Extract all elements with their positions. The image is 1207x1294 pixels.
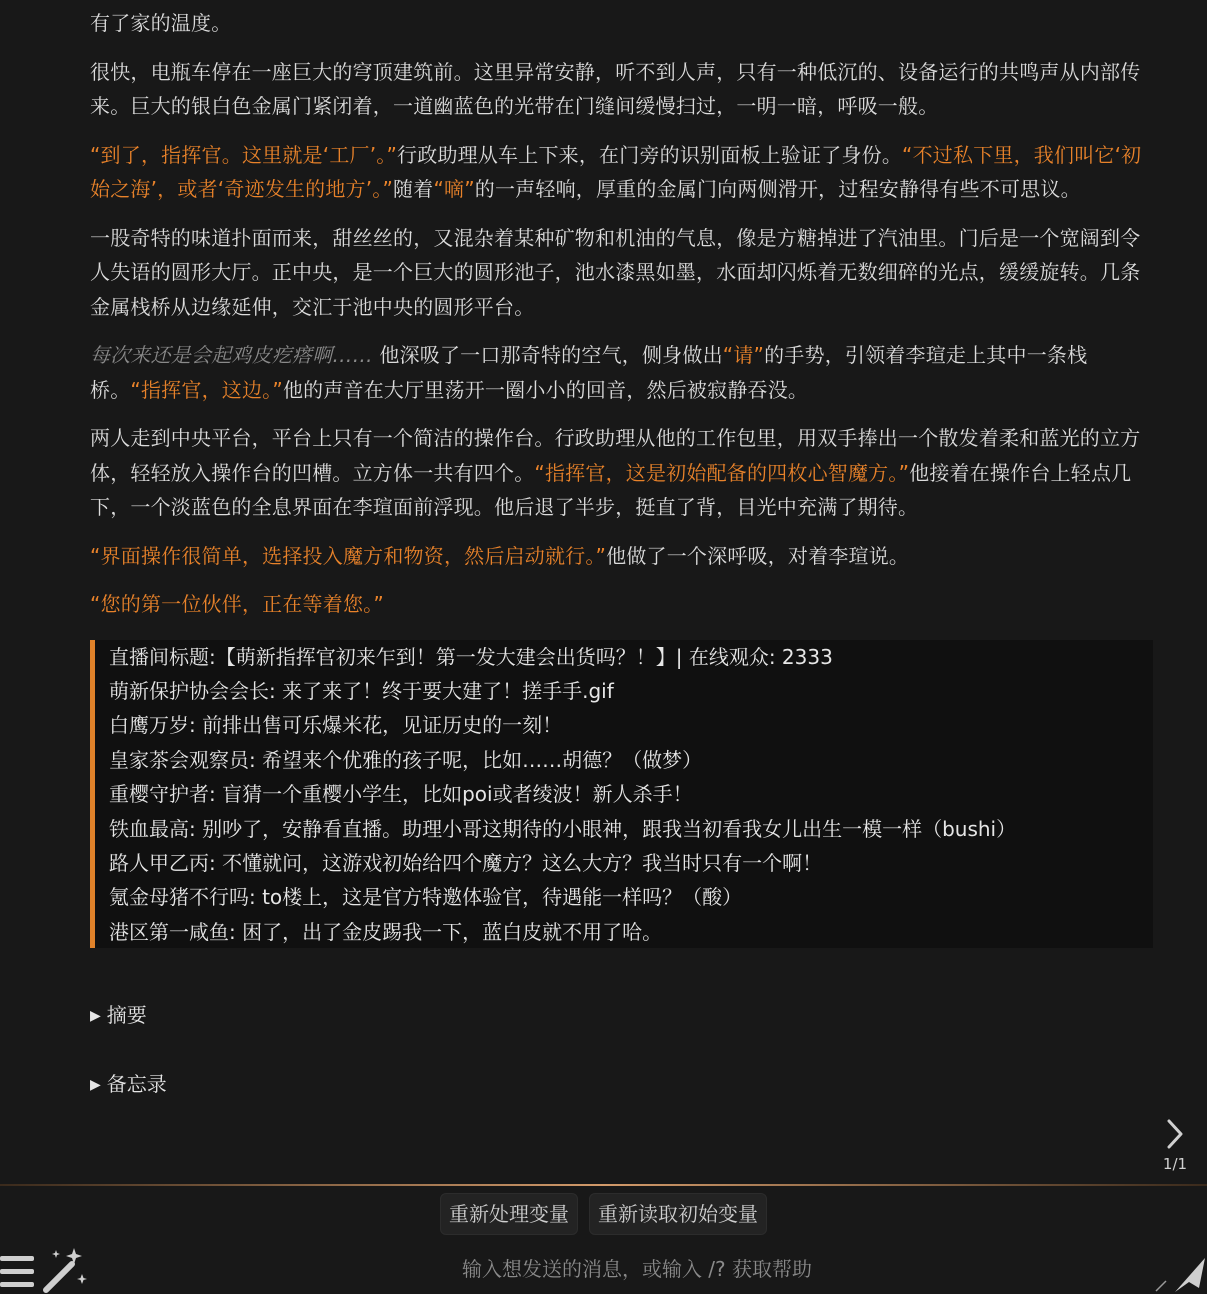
narration: 他做了一个深呼吸，对着李瑄说。 [606,543,910,568]
narration: 的一声轻响，厚重的金属门向两侧滑开，过程安静得有些不可思议。 [474,177,1081,201]
dialogue-quote: “界面操作很简单，选择投入魔方和物资，然后启动就行。” [90,543,607,568]
narration: 他的声音在大厅里荡开一圈小小的回音，然后被寂静吞没。 [282,377,809,402]
narration: 行政助理从车上下来，在门旁的识别面板上验证了身份。 [397,142,903,167]
paragraph: 一股奇特的味道扑面而来，甜丝丝的，又混杂着某种矿物和机油的气息，像是方糖掉进了汽油里。门后是一个宽阔到令人失语的圆形大厅。正中央，是一个巨大的圆形池子，池水漆黑如墨，水面却闪烁着无数细碎的光点，缓缓旋转。几条金属栈桥从边缘延伸，交汇于池中央的圆形平台。 [90,225,1141,319]
paragraph [90,587,1153,622]
paragraph: 有了家的温度。 [90,11,232,35]
narration: 他接着在操作台上轻点几下，一个淡蓝色的全息界面在李瑄面前浮现。他后退了半步，挺直了背，目光中充满了期待。 [90,460,1132,519]
triangle-right-icon: ▶ [90,1007,101,1024]
resize-handle-icon[interactable] [1155,1280,1167,1292]
dialogue-quote: “不过私下里，我们叫它‘初始之海’，或者‘奇迹发生的地方’。” [90,142,1142,201]
paragraph [90,421,1153,525]
stream-comment: 萌新保护协会会长: 来了来了！终于要大建了！搓手手.gif [109,678,614,703]
triangle-right-icon: ▶ [90,1076,101,1093]
message-body [90,6,1153,1136]
reload-initial-variables-button[interactable]: 重新读取初始变量 [589,1193,767,1235]
send-icon[interactable] [1173,1254,1207,1294]
inner-thought: 每次来还是会起鸡皮疙瘩啊…… [90,343,373,367]
stream-comment: 铁血最高: 别吵了，安静看直播。助理小哥这期待的小眼神，跟我当初看我女儿出生一模一样（bushi） [109,816,1017,841]
dialogue-quote: “您的第一位伙伴，正在等着您。” [90,592,384,616]
menu-icon[interactable] [0,1252,36,1292]
chevron-right-icon[interactable] [1165,1117,1185,1151]
dialogue-quote: “请” [722,343,765,367]
memo-label: 备忘录 [106,1071,167,1096]
dialogue-quote: “指挥官，这边。” [130,377,283,402]
reprocess-variables-button[interactable]: 重新处理变量 [440,1193,578,1235]
paragraph: 很快，电瓶车停在一座巨大的穹顶建筑前。这里异常安静，听不到人声，只有一种低沉的、设备运行的共鸣声从内部传来。巨大的银白色金属门紧闭着，一道幽蓝色的光带在门缝间缓慢扫过，一明一暗，呼吸一般。 [90,59,1141,118]
dialogue-quote: “嘀” [433,177,475,201]
paragraph [90,138,1153,207]
swipe-control [1155,1117,1195,1173]
stream-title-line: 直播间标题:【萌新指挥官初来乍到！第一发大建会出货吗？！】| 在线观众: 2333 [109,644,833,669]
dialogue-quote: “指挥官，这是初始配备的四枚心智魔方。” [534,460,910,485]
stream-comment: 氪金母猪不行吗: to楼上，这是官方特邀体验官，待遇能一样吗？（酸） [109,885,743,910]
swipe-counter: 1/1 [1162,1155,1188,1173]
livestream-comments-block [90,640,1153,948]
message-input[interactable] [250,1256,1024,1282]
quick-reply-buttons [0,1193,1207,1235]
narration: 随着 [393,177,434,201]
summary-toggle[interactable] [90,998,1153,1067]
stream-comment: 皇家茶会观察员: 希望来个优雅的孩子呢，比如……胡德？（做梦） [109,747,703,772]
summary-label: 摘要 [106,1002,147,1027]
stream-comment: 白鹰万岁: 前排出售可乐爆米花，见证历史的一刻！ [109,713,563,738]
magic-wand-icon[interactable] [40,1246,88,1294]
dialogue-quote: “到了，指挥官。这里就是‘工厂’。” [90,142,398,167]
stream-comment: 港区第一咸鱼: 困了，出了金皮踢我一下，蓝白皮就不用了哈。 [109,919,663,944]
stream-comment: 重樱守护者: 盲猜一个重樱小学生，比如poi或者绫波！新人杀手！ [109,782,693,807]
bottom-bar [0,1186,1207,1293]
stream-comment: 路人甲乙丙: 不懂就问，这游戏初始给四个魔方？这么大方？我当时只有一个啊！ [109,850,823,875]
memo-toggle[interactable] [90,1067,1153,1136]
collapsible-sections [90,998,1153,1136]
narration: 的手势，引领着李瑄走上其中一条栈桥。 [90,343,1088,402]
paragraph [90,338,1153,407]
narration: 两人走到中央平台，平台上只有一个简洁的操作台。行政助理从他的工作包里，用双手捧出一个散发着柔和蓝光的立方体，轻轻放入操作台的凹槽。立方体一共有四个。 [90,426,1141,485]
narration: 他深吸了一口那奇特的空气，侧身做出 [372,343,723,367]
input-row [0,1252,1207,1293]
paragraph [90,539,1153,574]
